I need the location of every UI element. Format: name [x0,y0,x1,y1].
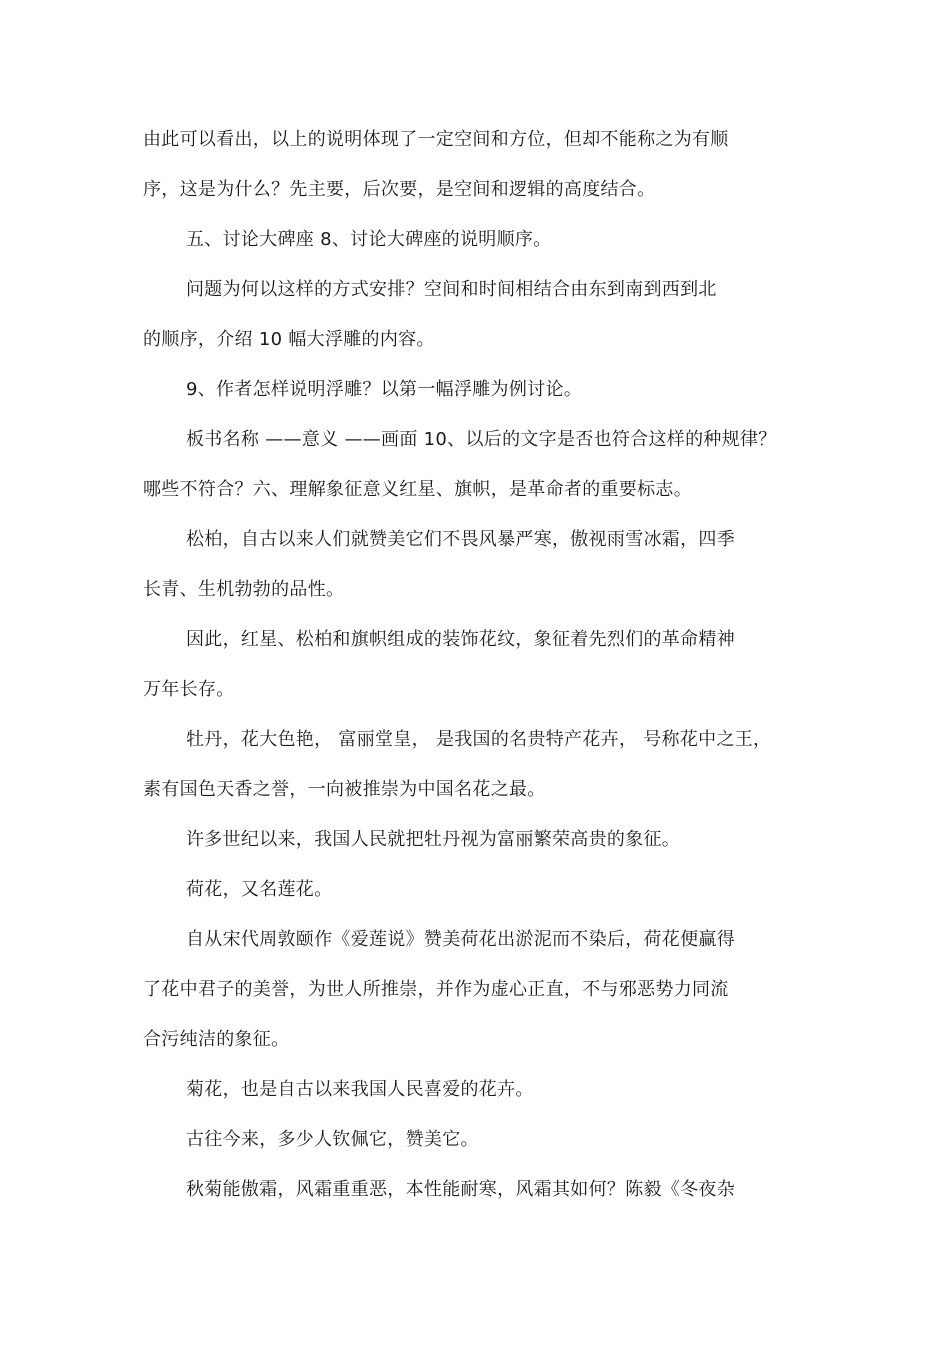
paragraph-line: 合污纯洁的象征。 [143,1029,290,1050]
paragraph-line: 长青、生机勃勃的品性。 [143,579,345,600]
paragraph-line: 荷花，又名莲花。 [186,879,333,900]
paragraph-line: 序，这是为什么？先主要，后次要，是空间和逻辑的高度结合。 [143,179,656,200]
paragraph-line: 秋菊能傲霜，风霜重重恶，本性能耐寒，风霜其如何？陈毅《冬夜杂 [186,1179,735,1200]
paragraph-line: 五、讨论大碑座 8、讨论大碑座的说明顺序。 [186,229,552,250]
paragraph-line: 9、作者怎样说明浮雕？以第一幅浮雕为例讨论。 [186,379,583,400]
paragraph-line: 松柏，自古以来人们就赞美它们不畏风暴严寒，傲视雨雪冰霜，四季 [186,529,735,550]
paragraph-line: 哪些不符合？六、理解象征意义红星、旗帜，是革命者的重要标志。 [143,479,692,500]
paragraph-line: 因此，红星、松柏和旗帜组成的装饰花纹，象征着先烈们的革命精神 [186,629,735,650]
paragraph-line: 板书名称 ——意义 ——画面 10、以后的文字是否也符合这样的种规律？ [186,429,777,450]
paragraph-line: 的顺序，介绍 10 幅大浮雕的内容。 [143,329,435,350]
paragraph-line: 菊花，也是自古以来我国人民喜爱的花卉。 [186,1079,534,1100]
paragraph-line: 了花中君子的美誉，为世人所推崇，并作为虚心正直，不与邪恶势力同流 [143,979,729,1000]
paragraph-line: 万年长存。 [143,679,235,700]
paragraph-line: 牡丹，花大色艳， 富丽堂皇， 是我国的名贵特产花卉， 号称花中之王， [186,729,772,750]
paragraph-line: 由此可以看出，以上的说明体现了一定空间和方位，但却不能称之为有顺 [143,129,729,150]
paragraph-line: 自从宋代周敦颐作《爱莲说》赞美荷花出淤泥而不染后，荷花便赢得 [186,929,735,950]
paragraph-line: 问题为何以这样的方式安排？空间和时间相结合由东到南到西到北 [186,279,717,300]
paragraph-line: 许多世纪以来，我国人民就把牡丹视为富丽繁荣高贵的象征。 [186,829,681,850]
paragraph-line: 古往今来，多少人钦佩它，赞美它。 [186,1129,479,1150]
paragraph-line: 素有国色天香之誉，一向被推崇为中国名花之最。 [143,779,546,800]
